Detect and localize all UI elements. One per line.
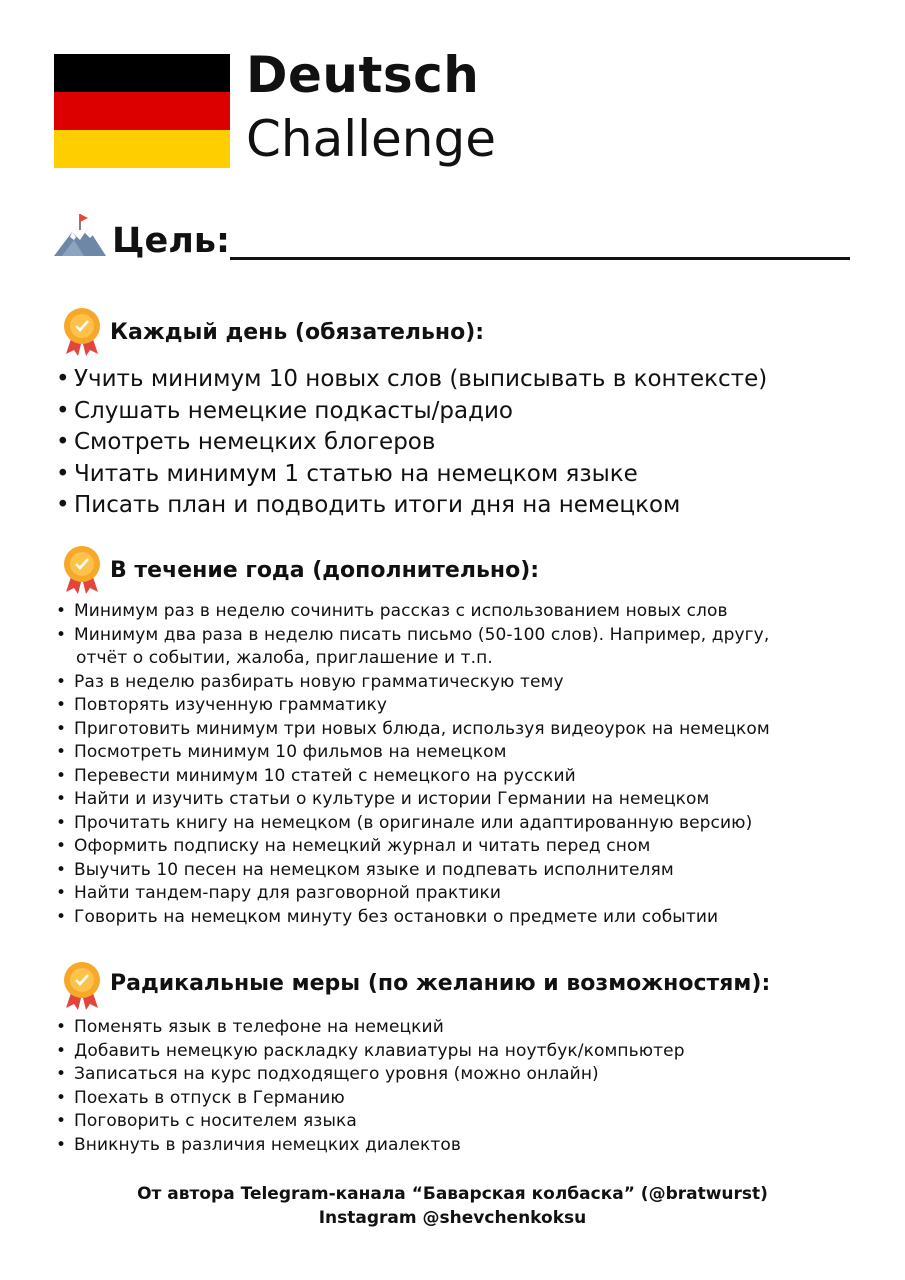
list-item: • Учить минимум 10 новых слов (выписывать в контексте) [56,364,767,396]
footer-author: От автора Telegram-канала “Баварская колбаска” (@bratwurst) [137,1184,768,1204]
list-item: • Повторять изученную грамматику [56,694,770,718]
list-item: • Выучить 10 песен на немецком языке и подпевать исполнителям [56,859,770,883]
list-item: • Перевести минимум 10 статей с немецкого на русский [56,765,770,789]
list-item: • Минимум два раза в неделю писать письмо (50-100 слов). Например, другу, отчёт о событии, жалоба, приглашение и т.п. [56,624,770,671]
flag-stripe-black [54,54,230,92]
medal-icon [62,544,102,594]
list-item: • Раз в неделю разбирать новую грамматическую тему [56,671,770,695]
goal-label: Цель: [112,221,230,261]
list-item: • Смотреть немецких блогеров [56,427,767,459]
list-item: • Поговорить с носителем языка [56,1110,685,1134]
yearly-list [56,600,770,929]
footer-instagram: Instagram @shevchenkoksu [318,1208,587,1228]
list-item: • Поехать в отпуск в Германию [56,1087,685,1111]
medal-icon [62,960,102,1010]
flag-stripe-red [54,92,230,130]
list-item: • Записаться на курс подходящего уровня (можно онлайн) [56,1063,685,1087]
list-item: • Прочитать книгу на немецком (в оригинале или адаптированную версию) [56,812,770,836]
list-item: • Вникнуть в различия немецких диалектов [56,1134,685,1158]
page-title-bold: Deutsch [246,46,480,104]
list-item: • Найти тандем-пару для разговорной практики [56,882,770,906]
list-item: • Поменять язык в телефоне на немецкий [56,1016,685,1040]
medal-icon [62,306,102,356]
list-item: • Добавить немецкую раскладку клавиатуры на ноутбук/компьютер [56,1040,685,1064]
list-item: • Приготовить минимум три новых блюда, используя видеоурок на немецком [56,718,770,742]
list-item: • Минимум раз в неделю сочинить рассказ с использованием новых слов [56,600,770,624]
mountain-flag-icon [54,210,106,258]
list-item: • Найти и изучить статьи о культуре и истории Германии на немецком [56,788,770,812]
list-item: • Слушать немецкие подкасты/радио [56,396,767,428]
section-title-daily: Каждый день (обязательно): [110,320,485,345]
section-title-yearly: В течение года (дополнительно): [110,558,540,583]
flag-stripe-gold [54,130,230,168]
list-item: • Оформить подписку на немецкий журнал и читать перед сном [56,835,770,859]
list-item: • Читать минимум 1 статью на немецком языке [56,459,767,491]
radical-list [56,1016,685,1157]
list-item: • Посмотреть минимум 10 фильмов на немецком [56,741,770,765]
page-title-light: Challenge [246,110,496,168]
german-flag-icon [54,54,230,168]
goal-input-line[interactable] [230,257,850,260]
section-title-radical: Радикальные меры (по желанию и возможностям): [110,971,771,996]
list-item: • Говорить на немецком минуту без остановки о предмете или событии [56,906,770,930]
daily-list [56,364,767,522]
list-item: • Писать план и подводить итоги дня на немецком [56,490,767,522]
